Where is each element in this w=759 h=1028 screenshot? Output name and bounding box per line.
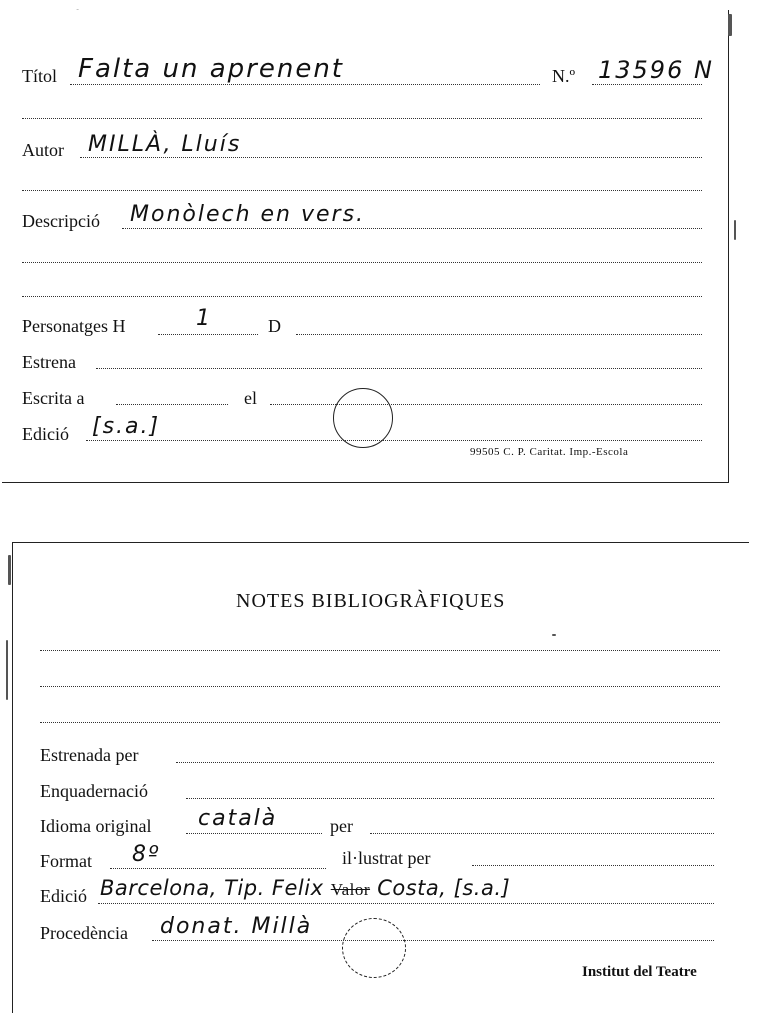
num-label: N.º (552, 66, 576, 86)
blank-line (22, 190, 702, 191)
blank-line (40, 686, 720, 687)
scan-artifact (552, 634, 556, 636)
estrenada-label: Estrenada per (40, 745, 139, 765)
estrenada-line (176, 762, 714, 763)
scan-artifact (6, 640, 8, 700)
blank-line (40, 650, 720, 651)
procedencia-label: Procedència (40, 923, 128, 943)
procedencia-value: donat. Millà (160, 914, 313, 939)
personatges-h-value: 1 (196, 306, 212, 331)
edicio2-value-b: Costa, [s.a.] (377, 876, 511, 900)
procedencia-line (152, 940, 714, 941)
institution-name: Institut del Teatre (582, 964, 697, 980)
blank-line (22, 118, 702, 119)
titol-value: Falta un aprenent (78, 54, 344, 84)
format-label: Format (40, 851, 92, 871)
notes-heading: NOTES BIBLIOGRÀFIQUES (236, 590, 506, 612)
idioma-label: Idioma original (40, 816, 152, 836)
escrita-label: Escrita a (22, 388, 85, 408)
personatges-h-line (158, 334, 258, 335)
autor-value: MILLÀ, Lluís (88, 132, 242, 157)
edicio2-label: Edició (40, 886, 87, 906)
personatges-d-label: D (268, 316, 281, 336)
personatges-d-line (296, 334, 702, 335)
enquadernacio-label: Enquadernació (40, 781, 148, 801)
estrena-line (96, 368, 702, 369)
stamp-circle (333, 388, 393, 448)
edicio-value: [s.a.] (92, 414, 161, 439)
idioma-value: català (198, 806, 278, 831)
autor-line (80, 157, 702, 158)
descripcio-label: Descripció (22, 211, 100, 231)
blank-line (22, 296, 702, 297)
edicio2-line (98, 903, 714, 904)
printer-note: 99505 C. P. Caritat. Imp.-Escola (470, 446, 629, 458)
titol-label: Títol (22, 66, 57, 86)
scan-artifact (8, 555, 11, 585)
escrita-line (116, 404, 228, 405)
illustrat-line (472, 865, 714, 866)
titol-line (70, 84, 540, 85)
idioma-per-line (370, 833, 714, 834)
blank-line (40, 722, 720, 723)
edicio2-value-a: Barcelona, Tip. Felix (100, 876, 324, 900)
scan-artifact (734, 220, 736, 240)
illustrat-label: il·lustrat per (342, 848, 431, 868)
edicio2-value (100, 876, 510, 900)
idioma-per-label: per (330, 816, 353, 836)
descripcio-value: Monòlech en vers. (130, 202, 366, 227)
autor-label: Autor (22, 140, 64, 160)
num-value: 13596 N (598, 56, 714, 84)
descripcio-line (122, 228, 702, 229)
num-line (592, 84, 702, 85)
edicio-line (86, 440, 702, 441)
el-label: el (244, 388, 257, 408)
edicio2-value-struck: Valor (330, 880, 371, 899)
estrena-label: Estrena (22, 352, 76, 372)
scan-artifact (728, 14, 732, 36)
idioma-line (186, 833, 322, 834)
enquadernacio-line (186, 798, 714, 799)
format-line (110, 868, 326, 869)
personatges-label: Personatges H (22, 316, 126, 336)
edicio-label: Edició (22, 424, 69, 444)
blank-line (22, 262, 702, 263)
format-value: 8º (132, 842, 161, 867)
stamp-circle (342, 918, 406, 978)
